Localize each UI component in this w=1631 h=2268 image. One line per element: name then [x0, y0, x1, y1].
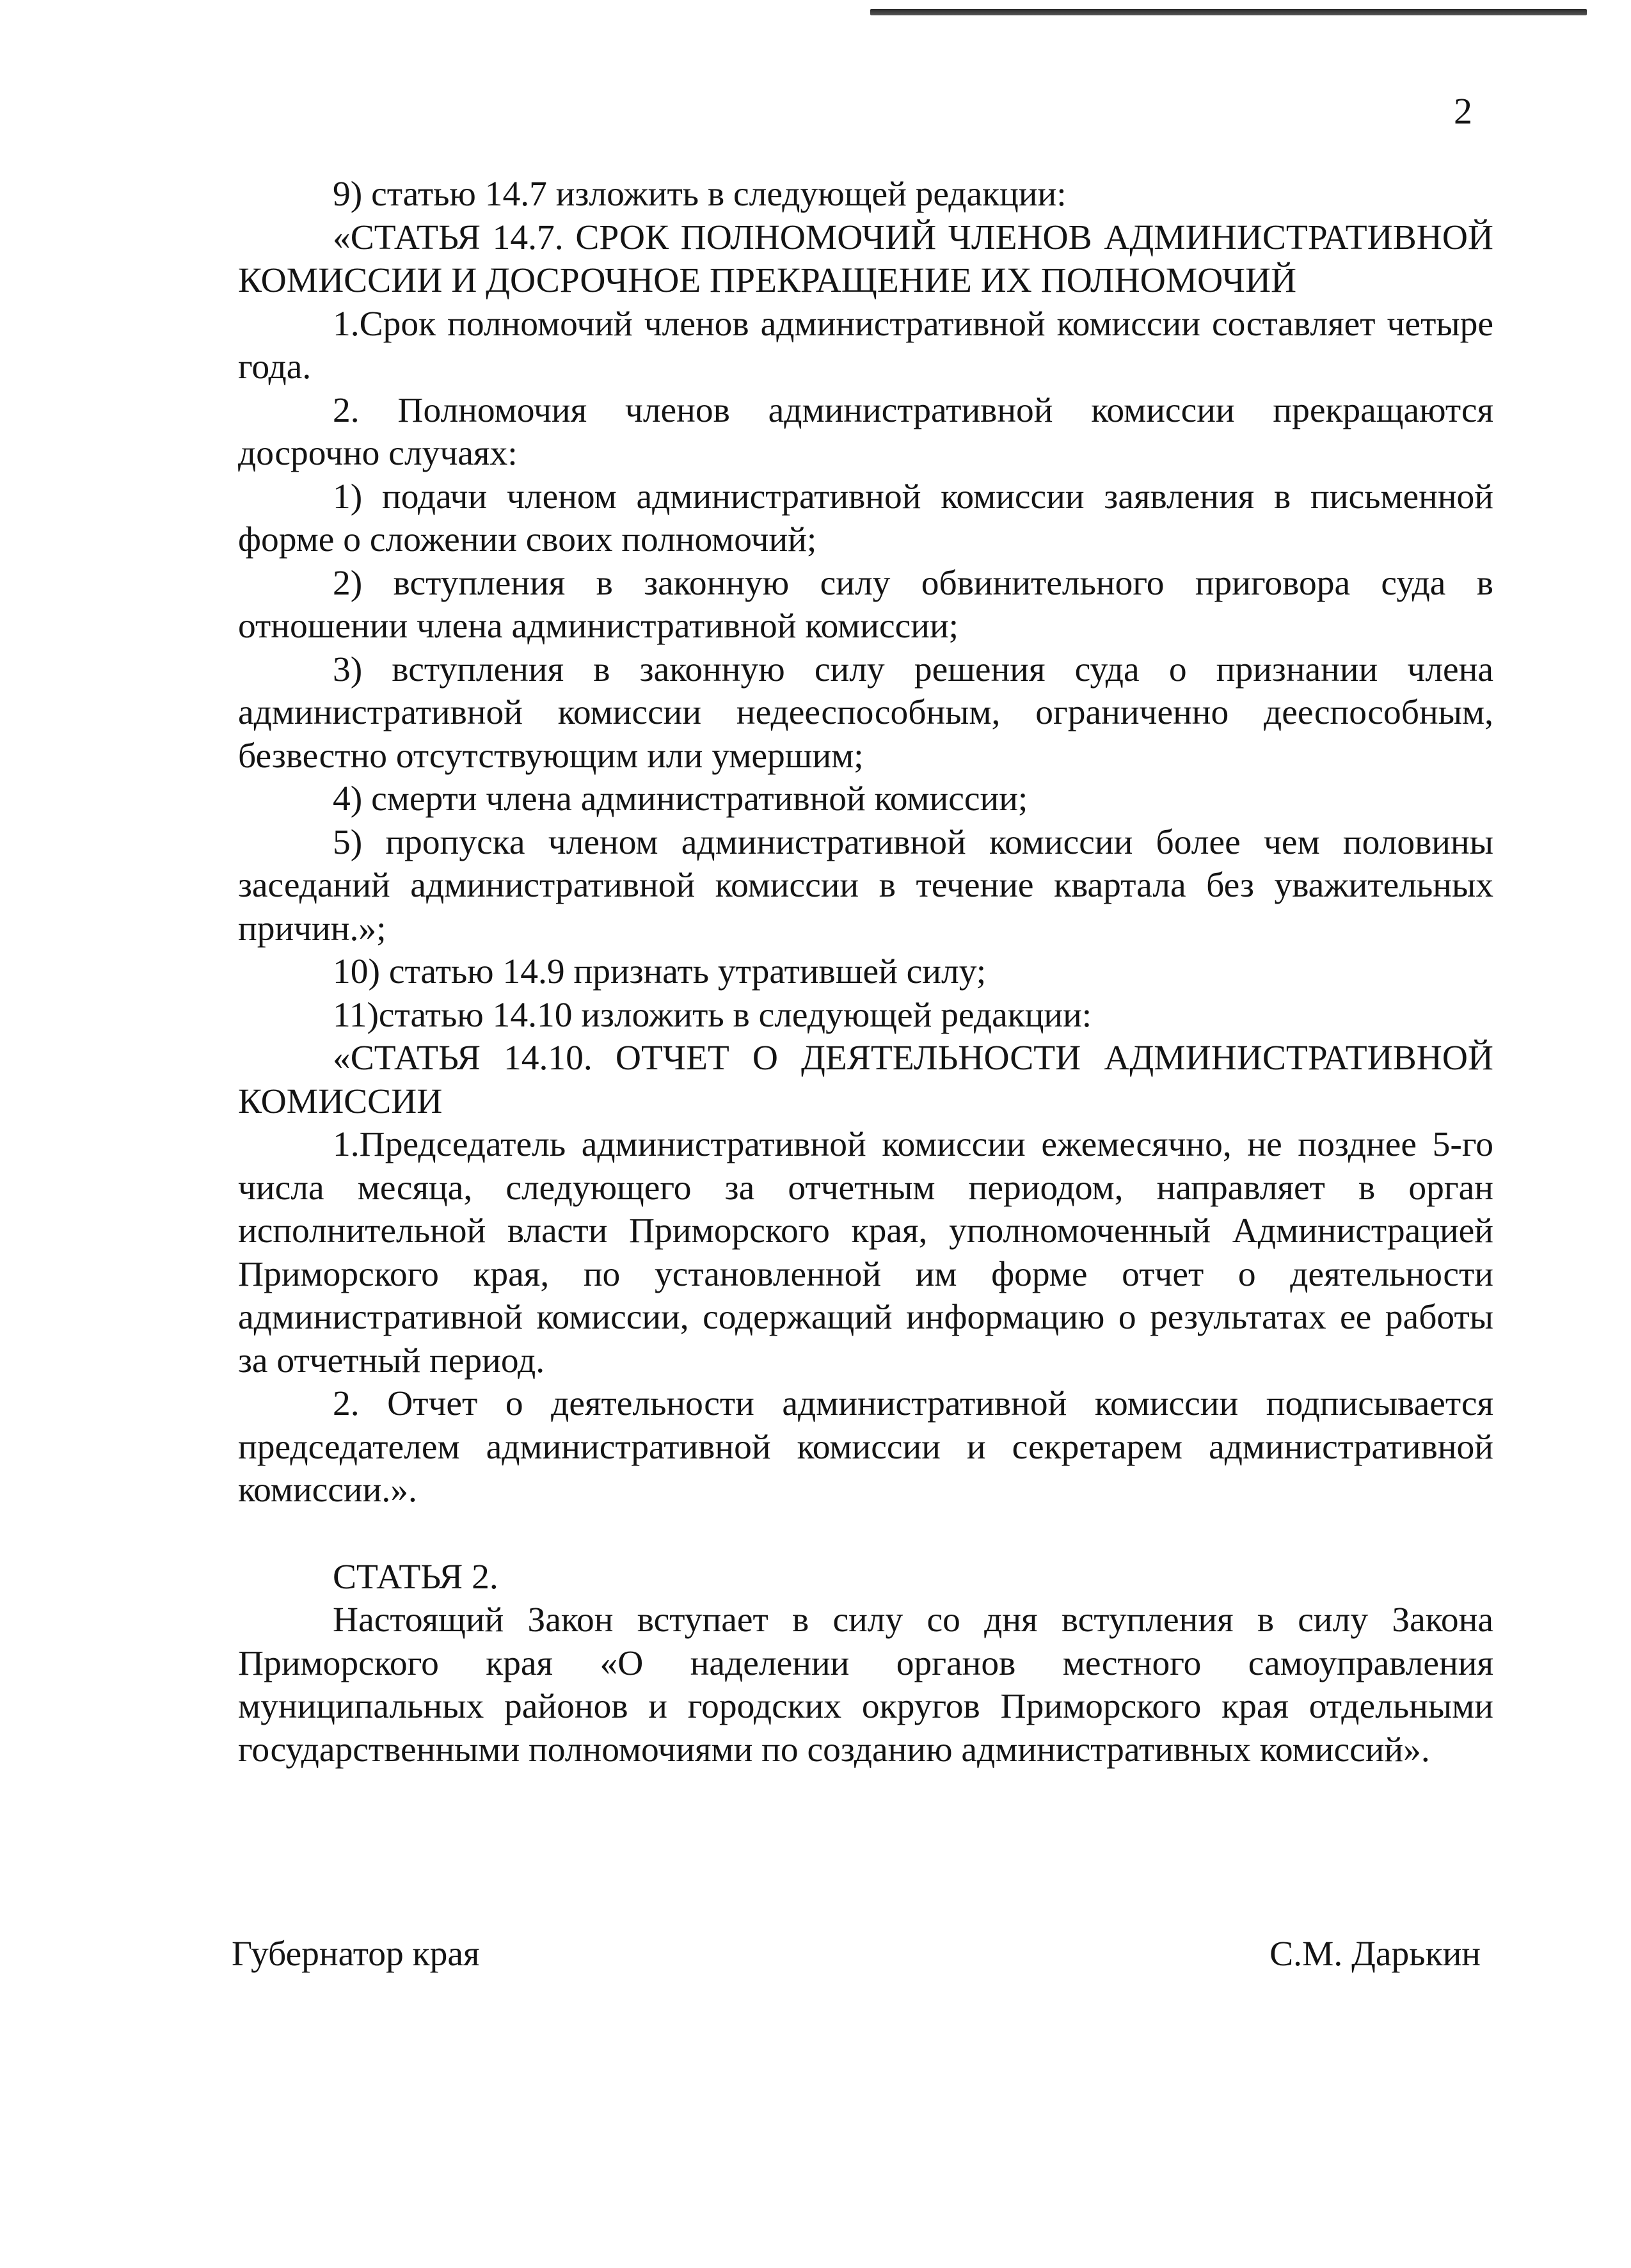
paragraph-item-11: 11)статью 14.10 изложить в следующей редакции:: [333, 995, 1092, 1035]
article-14-10-title: «СТАТЬЯ 14.10. ОТЧЕТ О ДЕЯТЕЛЬНОСТИ АДМИНИСТРАТИВНОЙ КОМИССИИ: [238, 1039, 1493, 1121]
list-item-case-1: 1) подачи членом административной комиссии заявления в письменной форме о сложении своих полномочий;: [238, 477, 1493, 559]
article-2-heading: СТАТЬЯ 2.: [333, 1557, 498, 1597]
list-item-case-2: 2) вступления в законную силу обвинительного приговора суда в отношении члена административной комиссии;: [238, 563, 1493, 646]
page-number: 2: [1454, 90, 1472, 132]
list-item-case-4: 4) смерти члена административной комиссии;: [333, 779, 1028, 819]
document-body: [238, 173, 1493, 1771]
article-14-10-part-1: 1.Председатель административной комиссии ежемесячно, не позднее 5-го числа месяца, следующего за отчетным периодом, направляет в орган исполнительной власти Приморского края, уполномоченный Администрацией Приморского края, по установленной им форме отчет о деятельности административной комиссии, содержащий информацию о результатах ее работы за отчетный период.: [238, 1125, 1493, 1380]
paragraph-item-9: 9) статью 14.7 изложить в следующей редакции:: [333, 175, 1067, 214]
article-14-10-part-2: 2. Отчет о деятельности административной комиссии подписывается председателем административной комиссии и секретарем административной комиссии.».: [238, 1384, 1493, 1510]
article-14-7-part-2: 2. Полномочия членов административной комиссии прекращаются досрочно случаях:: [238, 390, 1493, 473]
signatory-name: С.М. Дарькин: [1269, 1935, 1481, 1974]
article-14-7-part-1: 1.Срок полномочий членов административной комиссии составляет четыре года.: [238, 304, 1493, 387]
paragraph-item-10: 10) статью 14.9 признать утратившей силу;: [333, 952, 987, 991]
signatory-position: Губернатор края: [232, 1935, 480, 1974]
list-item-case-3: 3) вступления в законную силу решения суда о признании члена административной комиссии недееспособным, ограниченно дееспособным, безвестно отсутствующим или умершим;: [238, 650, 1493, 776]
article-2-text: Настоящий Закон вступает в силу со дня вступления в силу Закона Приморского края «О наделении органов местного самоуправления муниципальных районов и городских округов Приморского края отдельными государственными полномочиями по созданию административных комиссий».: [238, 1601, 1493, 1769]
list-item-case-5: 5) пропуска членом административной комиссии более чем половины заседаний административной комиссии в течение квартала без уважительных причин.»;: [238, 822, 1493, 948]
scan-edge-line: [870, 9, 1587, 15]
signature-block: [232, 1933, 1481, 1976]
article-14-7-title: «СТАТЬЯ 14.7. СРОК ПОЛНОМОЧИЙ ЧЛЕНОВ АДМИНИСТРАТИВНОЙ КОМИССИИ И ДОСРОЧНОЕ ПРЕКРАЩЕНИЕ ИХ ПОЛНОМОЧИЙ: [238, 218, 1493, 300]
